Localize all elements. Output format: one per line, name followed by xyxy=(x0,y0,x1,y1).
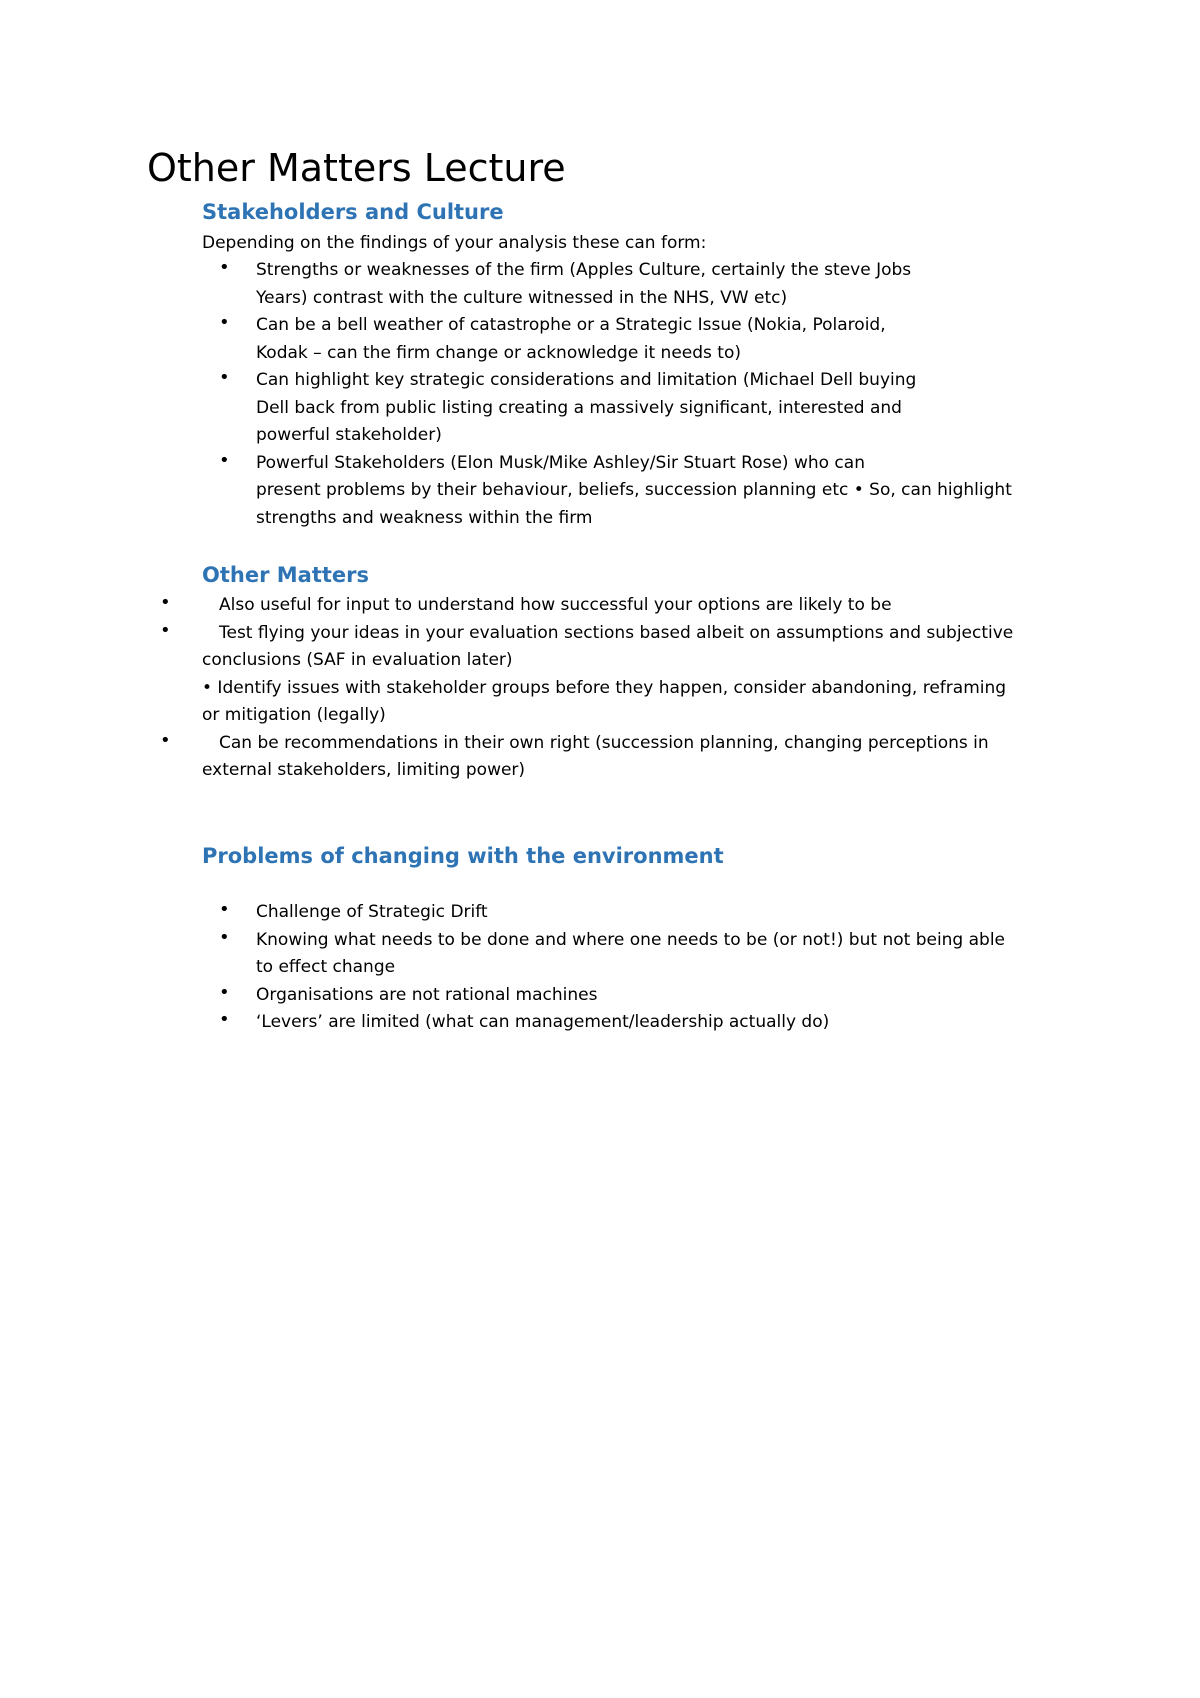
list-item-line: present problems by their behaviour, beliefs, succession planning etc • So, can highlight xyxy=(256,480,1012,500)
list-item xyxy=(219,981,1076,1010)
list-item xyxy=(219,449,1076,533)
list-item xyxy=(219,367,1076,450)
list-item-line: • Identify issues with stakeholder groups before they happen, consider abandoning, reframing xyxy=(202,677,1007,698)
bullet-icon: • xyxy=(219,257,230,278)
list-item-line: Strengths or weaknesses of the firm (Apples Culture, certainly the steve Jobs xyxy=(256,260,912,280)
list-item xyxy=(219,899,1076,927)
list-item-line: to effect change xyxy=(256,957,396,977)
list-item-line: Years) contrast with the culture witnessed in the NHS, VW etc) xyxy=(256,287,788,308)
list-item-line: Can highlight key strategic considerations and limitation (Michael Dell buying xyxy=(256,370,917,390)
bullet-icon: • xyxy=(219,449,230,471)
bullet-icon: • xyxy=(160,592,171,613)
list-item-line: Can be a bell weather of catastrophe or a Strategic Issue (Nokia, Polaroid, xyxy=(256,315,886,335)
bullet-icon: • xyxy=(219,367,230,388)
list-item-line: strengths and weakness within the firm xyxy=(256,507,593,528)
list-item xyxy=(219,1009,1076,1037)
list-item-line: Also useful for input to understand how successful your options are likely to be xyxy=(219,595,892,615)
list-item-line: Challenge of Strategic Drift xyxy=(256,902,488,922)
list-item-line: Dell back from public listing creating a massively significant, interested and xyxy=(256,397,902,418)
list-item xyxy=(219,926,1076,982)
section-intro: Depending on the findings of your analysis these can form: xyxy=(202,233,707,253)
bullet-icon: • xyxy=(219,312,230,333)
list-item-line: Test flying your ideas in your evaluation sections based albeit on assumptions and subjective xyxy=(219,622,1014,643)
section-heading-stakeholders-culture: Stakeholders and Culture xyxy=(202,200,504,224)
list-item-line: ‘Levers’ are limited (what can management/leadership actually do) xyxy=(256,1012,830,1032)
stakeholders-bullet-list xyxy=(219,257,1076,532)
page-title: Other Matters Lecture xyxy=(147,146,566,190)
list-item-line: external stakeholders, limiting power) xyxy=(202,760,526,780)
list-item-line: Organisations are not rational machines xyxy=(256,984,598,1005)
list-item-line: conclusions (SAF in evaluation later) xyxy=(202,650,513,670)
list-item xyxy=(160,619,1072,730)
list-item-line: powerful stakeholder) xyxy=(256,425,442,445)
other-matters-bullet-list xyxy=(160,592,1072,785)
list-item-line: or mitigation (legally) xyxy=(202,705,386,725)
list-item xyxy=(219,257,1076,312)
bullet-icon: • xyxy=(219,926,230,948)
list-item-line: Powerful Stakeholders (Elon Musk/Mike Ashley/Sir Stuart Rose) who can xyxy=(256,452,865,473)
list-item xyxy=(160,729,1072,785)
list-item-line: Kodak – can the firm change or acknowledge it needs to) xyxy=(256,342,741,363)
bullet-icon: • xyxy=(160,619,171,641)
bullet-icon: • xyxy=(160,729,171,751)
list-item-line: Knowing what needs to be done and where one needs to be (or not!) but not being able xyxy=(256,929,1006,950)
list-item xyxy=(219,312,1076,367)
section-heading-other-matters: Other Matters xyxy=(202,563,369,587)
bullet-icon: • xyxy=(219,899,230,920)
bullet-icon: • xyxy=(219,981,230,1003)
problems-bullet-list xyxy=(219,899,1076,1037)
list-item xyxy=(160,592,1072,620)
list-item-line: Can be recommendations in their own right (succession planning, changing perceptions in xyxy=(219,732,989,753)
bullet-icon: • xyxy=(219,1009,230,1030)
section-heading-problems-changing: Problems of changing with the environment xyxy=(202,844,724,868)
